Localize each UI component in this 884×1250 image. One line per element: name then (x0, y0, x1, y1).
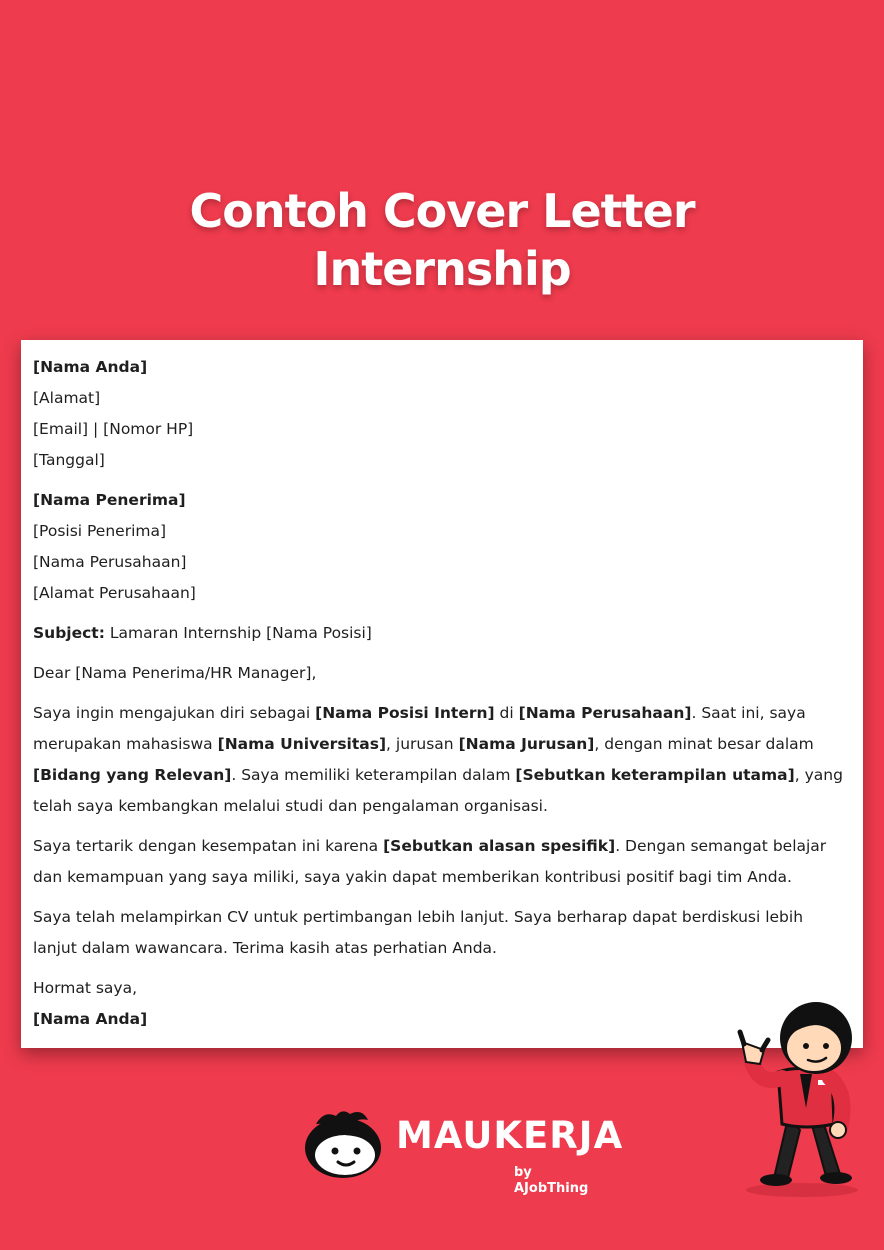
closing-salutation: Hormat saya, (33, 979, 138, 997)
subject-line (33, 618, 851, 649)
text-run: , jurusan (386, 735, 459, 753)
paragraph-motivation (33, 831, 851, 893)
recipient-block (33, 485, 851, 609)
maukerja-mascot-illustration (730, 990, 870, 1200)
placeholder-major: [Nama Jurusan] (458, 735, 595, 753)
placeholder-position: [Nama Posisi Intern] (315, 704, 495, 722)
placeholder-skills: [Sebutkan keterampilan utama] (515, 766, 795, 784)
sender-block (33, 352, 851, 476)
cover-letter-document (21, 340, 863, 1048)
text-run: . Saya memiliki keterampilan dalam (231, 766, 516, 784)
text-run: di (494, 704, 519, 722)
page-title-line-1: Contoh Cover Letter (189, 184, 695, 238)
sender-contact: [Email] | [Nomor HP] (33, 420, 194, 438)
subject-label: Subject: (33, 624, 105, 642)
maukerja-face-icon (302, 1108, 384, 1180)
signature-name: [Nama Anda] (33, 1010, 148, 1028)
recipient-position: [Posisi Penerima] (33, 522, 167, 540)
sender-address: [Alamat] (33, 389, 101, 407)
recipient-company: [Nama Perusahaan] (33, 553, 187, 571)
sender-name: [Nama Anda] (33, 358, 148, 376)
subject-value: Lamaran Internship [Nama Posisi] (104, 624, 372, 642)
brand-tagline: by AJobThing (514, 1165, 589, 1196)
text-run: . Dengan semangat belajar dan kemampuan yang saya miliki, saya yakin dapat memberikan kontribusi positif bagi tim Anda. (33, 837, 827, 886)
text-run: Saya tertarik dengan kesempatan ini karena (33, 837, 384, 855)
paragraph-closing: Saya telah melampirkan CV untuk pertimbangan lebih lanjut. Saya berharap dapat berdiskusi lebih lanjut dalam wawancara. Terima kasih atas perhatian Anda. (33, 908, 804, 957)
placeholder-university: [Nama Universitas] (217, 735, 387, 753)
brand-name: MAUKERJA (396, 1114, 624, 1157)
placeholder-reason: [Sebutkan alasan spesifik] (383, 837, 616, 855)
recipient-name: [Nama Penerima] (33, 491, 186, 509)
letter-date: [Tanggal] (33, 451, 105, 469)
text-run: , yang telah saya kembangkan melalui studi dan pengalaman organisasi. (33, 766, 843, 815)
text-run: Saya ingin mengajukan diri sebagai (33, 704, 316, 722)
text-run: , dengan minat besar dalam (594, 735, 814, 753)
page-title (0, 182, 884, 298)
maukerja-logo (302, 1108, 624, 1196)
recipient-company-address: [Alamat Perusahaan] (33, 584, 196, 602)
placeholder-company: [Nama Perusahaan] (518, 704, 692, 722)
page-title-line-2: Internship (313, 242, 571, 296)
text-run: . Saat ini, saya merupakan mahasiswa (33, 704, 806, 753)
greeting: Dear [Nama Penerima/HR Manager], (33, 664, 317, 682)
paragraph-introduction (33, 698, 851, 822)
placeholder-field: [Bidang yang Relevan] (33, 766, 232, 784)
